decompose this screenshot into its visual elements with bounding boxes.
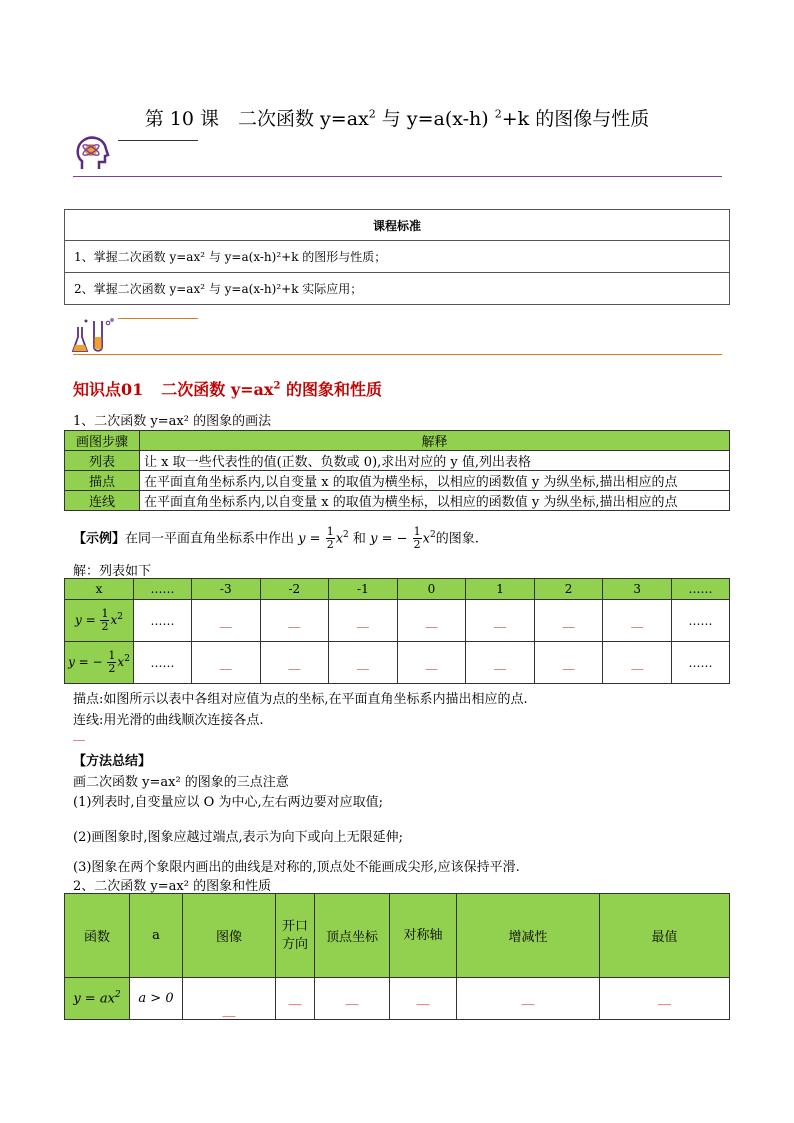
blank-cell[interactable]: __	[192, 600, 261, 642]
x-value: 3	[603, 579, 672, 600]
cell: ……	[134, 642, 192, 684]
section2-heading: 2、二次函数 y=ax² 的图象和性质	[73, 879, 272, 894]
blank-cell[interactable]: __	[603, 600, 672, 642]
orange-divider	[73, 354, 722, 355]
blank-cell[interactable]: __	[397, 600, 466, 642]
blank-cell[interactable]: __	[183, 978, 276, 1020]
step-desc: 在平面直角坐标系内,以自变量 x 的取值为横坐标，以相应的函数值 y 为纵坐标,描出相应的点	[140, 471, 730, 491]
section1-heading: 1、二次函数 y=ax² 的图象的画法	[73, 414, 272, 429]
blank-mark[interactable]: __	[73, 727, 85, 741]
course-standards-table	[64, 209, 730, 305]
decor-line	[118, 140, 198, 141]
table-header: 开口方向	[276, 894, 315, 978]
connect-note: 连线:用光滑的曲线顺次连接各点.	[73, 713, 264, 728]
blank-cell[interactable]: __	[534, 600, 603, 642]
row-func-label: $y = ax^2$	[65, 978, 130, 1020]
method-point: (2)画图象时,图象应越过端点,表示为向下或向上无限延伸;	[73, 830, 404, 845]
table-header: 函数	[65, 894, 130, 978]
step-label: 列表	[65, 451, 140, 471]
knowledge-point-heading: 知识点01 二次函数 $y=ax^2$ 的图象和性质	[73, 380, 383, 399]
row-func-label: y = $\frac{1}{2}$ $x^2$	[65, 600, 134, 642]
cell: ……	[672, 642, 730, 684]
table-header: 增减性	[457, 894, 600, 978]
step-desc: 在平面直角坐标系内,以自变量 x 的取值为横坐标，以相应的函数值 y 为纵坐标,描出相应的点	[140, 491, 730, 511]
x-value: 0	[397, 579, 466, 600]
table-header: 对称轴	[390, 894, 457, 978]
method-heading: 【方法总结】	[73, 754, 152, 769]
purple-divider	[73, 176, 722, 177]
x-header: x	[65, 579, 134, 600]
lab-flask-icon	[72, 317, 116, 358]
x-value: ……	[134, 579, 192, 600]
standard-item: 1、掌握二次函数 y=ax² 与 y=a(x-h)²+k 的图形与性质；	[65, 241, 730, 273]
blank-cell[interactable]: __	[329, 642, 398, 684]
blank-cell[interactable]: __	[192, 642, 261, 684]
blank-cell[interactable]: __	[260, 600, 329, 642]
page-title: 第 10 课 二次函数 $y=ax^2$ 与 y=a(x-h) $^2$+k 的图像与性质	[144, 107, 650, 130]
blank-cell[interactable]: __	[329, 600, 398, 642]
example-line: 【示例】在同一平面直角坐标系中作出 y = $\frac{1}{2}$ $x^2$ 和 y = − $\frac{1}{2}$ $x^2$的图象.	[73, 525, 479, 552]
solution-label: 解：列表如下	[73, 564, 152, 579]
brain-head-icon	[74, 135, 110, 176]
blank-cell[interactable]: __	[466, 600, 535, 642]
plot-note: 描点:如图所示以表中各组对应值为点的坐标,在平面直角坐标系内描出相应的点.	[73, 692, 528, 707]
x-value: 1	[466, 579, 535, 600]
x-value: -3	[192, 579, 261, 600]
step-label: 连线	[65, 491, 140, 511]
table-header: 画图步骤	[65, 431, 140, 451]
blank-cell[interactable]: __	[600, 978, 730, 1020]
blank-cell[interactable]: __	[457, 978, 600, 1020]
x-value: -1	[329, 579, 398, 600]
table-header: 解释	[140, 431, 730, 451]
step-label: 描点	[65, 471, 140, 491]
blank-cell[interactable]: __	[466, 642, 535, 684]
table-header: a	[130, 894, 183, 978]
x-value: 2	[534, 579, 603, 600]
cell: ……	[134, 600, 192, 642]
blank-cell[interactable]: __	[397, 642, 466, 684]
standards-heading: 课程标准	[65, 210, 730, 241]
table-header: 顶点坐标	[315, 894, 390, 978]
x-value: ……	[672, 579, 730, 600]
blank-cell[interactable]: __	[534, 642, 603, 684]
table-header: 图像	[183, 894, 276, 978]
cell: ……	[672, 600, 730, 642]
decor-line	[118, 318, 198, 319]
properties-table	[64, 893, 730, 1020]
row-func-label: y = − $\frac{1}{2}$ $x^2$	[65, 642, 134, 684]
table-header: 最值	[600, 894, 730, 978]
step-desc: 让 x 取一些代表性的值(正数、负数或 0),求出对应的 y 值,列出表格	[140, 451, 730, 471]
value-table	[64, 578, 730, 684]
method-point: (1)列表时,自变量应以 O 为中心,左右两边要对应取值;	[73, 795, 383, 810]
row-condition: a > 0	[130, 978, 183, 1020]
blank-cell[interactable]: __	[276, 978, 315, 1020]
method-intro: 画二次函数 y=ax² 的图象的三点注意	[73, 775, 289, 790]
blank-cell[interactable]: __	[260, 642, 329, 684]
blank-cell[interactable]: __	[390, 978, 457, 1020]
method-point: (3)图象在两个象限内画出的曲线是对称的,顶点处不能画成尖形,应该保持平滑.	[73, 860, 520, 875]
blank-cell[interactable]: __	[315, 978, 390, 1020]
drawing-steps-table	[64, 430, 730, 511]
x-value: -2	[260, 579, 329, 600]
blank-cell[interactable]: __	[603, 642, 672, 684]
standard-item: 2、掌握二次函数 y=ax² 与 y=a(x-h)²+k 实际应用；	[65, 273, 730, 305]
